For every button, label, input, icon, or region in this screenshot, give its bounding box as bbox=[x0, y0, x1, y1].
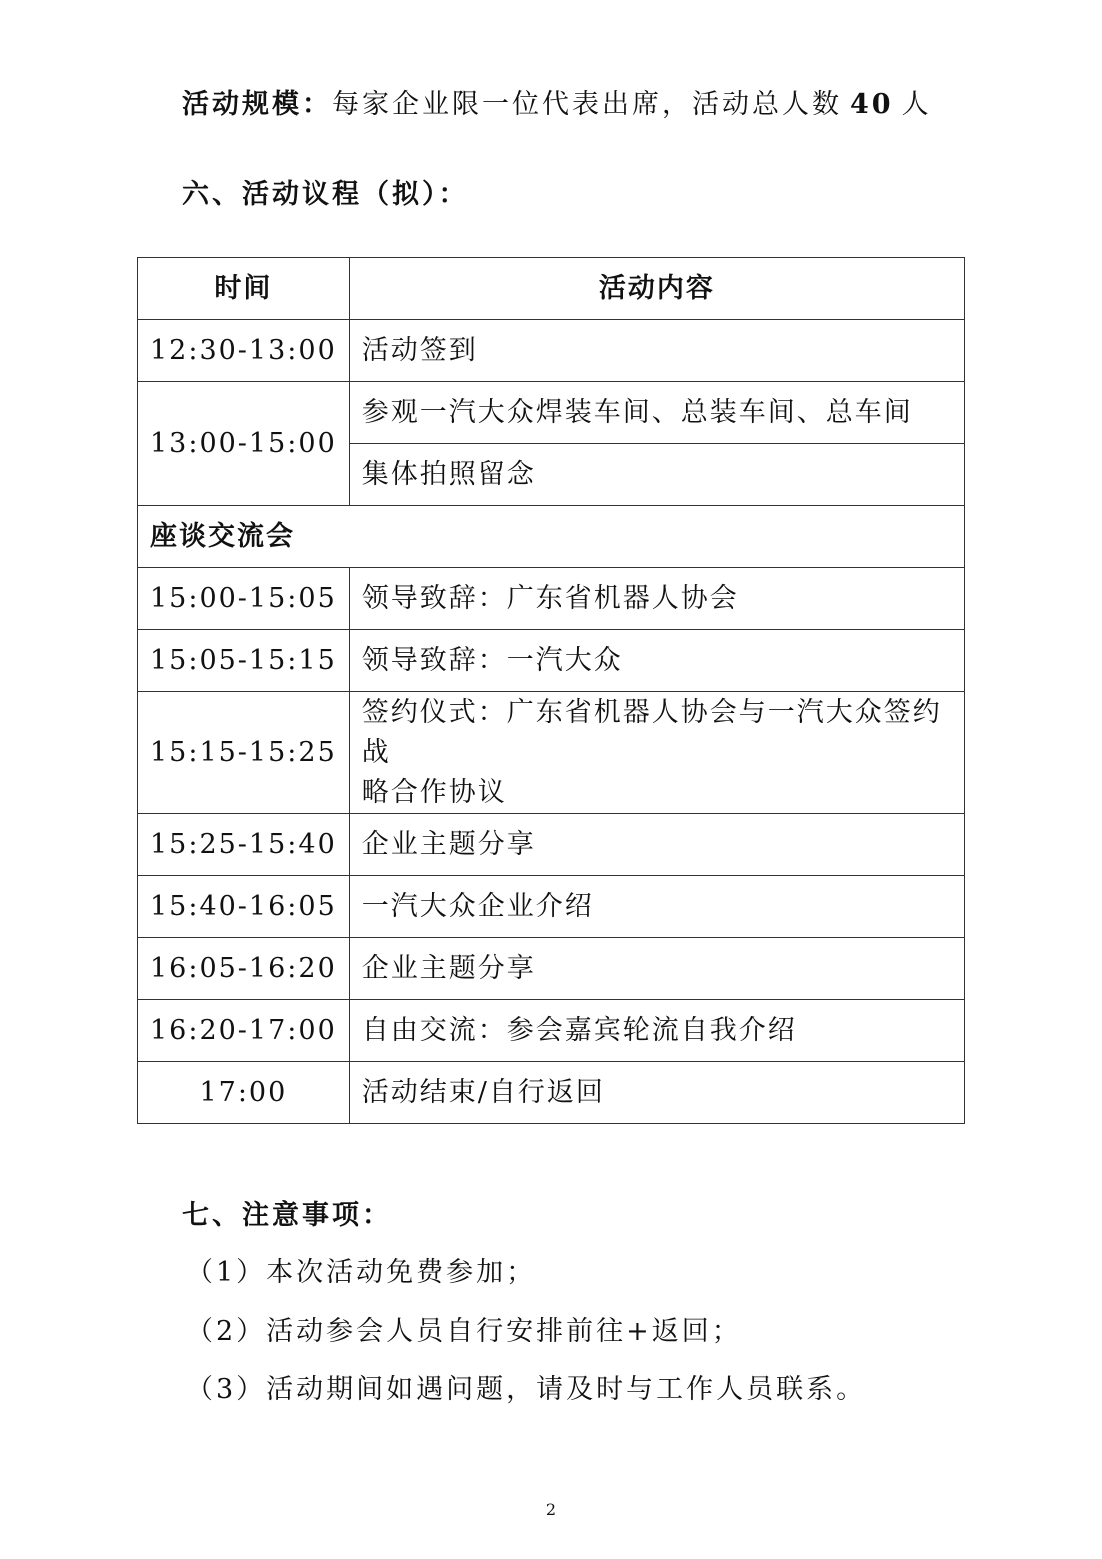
row-time: 17:00 bbox=[138, 1062, 350, 1124]
row-time: 15:05-15:15 bbox=[138, 630, 350, 692]
row-content: 企业主题分享 bbox=[349, 938, 964, 1000]
activity-scale-count: 40 bbox=[850, 89, 894, 120]
row-time: 16:20-17:00 bbox=[138, 1000, 350, 1062]
row-time: 15:40-16:05 bbox=[138, 876, 350, 938]
header-content: 活动内容 bbox=[349, 258, 964, 320]
row-content: 活动结束/自行返回 bbox=[349, 1062, 964, 1124]
table-row bbox=[138, 876, 965, 938]
row-content: 参观一汽大众焊装车间、总装车间、总车间 bbox=[349, 382, 964, 444]
activity-scale-unit: 人 bbox=[901, 89, 932, 120]
row-content-line: 略合作协议 bbox=[361, 776, 507, 808]
activity-scale-line bbox=[182, 82, 932, 121]
table-row bbox=[138, 692, 965, 814]
row-time: 15:00-15:05 bbox=[138, 568, 350, 630]
notes-heading: 七、注意事项： bbox=[182, 1200, 392, 1231]
row-time: 13:00-15:00 bbox=[138, 382, 350, 506]
row-content-line: 签约仪式：广东省机器人协会与一汽大众签约战 bbox=[361, 696, 942, 768]
note-item: （3）活动期间如遇问题，请及时与工作人员联系。 bbox=[186, 1374, 867, 1405]
row-content: 活动签到 bbox=[349, 320, 964, 382]
row-content: 自由交流：参会嘉宾轮流自我介绍 bbox=[349, 1000, 964, 1062]
section-title: 座谈交流会 bbox=[138, 506, 965, 568]
table-header-row bbox=[138, 258, 965, 320]
note-item: （1）本次活动免费参加； bbox=[186, 1257, 537, 1288]
table-row bbox=[138, 1062, 965, 1124]
row-content: 集体拍照留念 bbox=[349, 444, 964, 506]
table-row bbox=[138, 568, 965, 630]
table-row bbox=[138, 938, 965, 1000]
agenda-heading: 六、活动议程（拟）： bbox=[182, 179, 469, 210]
table-row bbox=[138, 630, 965, 692]
row-content bbox=[349, 692, 964, 814]
activity-scale-text: 每家企业限一位代表出席，活动总人数 bbox=[332, 89, 842, 120]
table-section-row bbox=[138, 506, 965, 568]
row-content: 企业主题分享 bbox=[349, 814, 964, 876]
note-item: （2）活动参会人员自行安排前往+返回； bbox=[186, 1316, 742, 1347]
row-content: 领导致辞：广东省机器人协会 bbox=[349, 568, 964, 630]
table-row bbox=[138, 814, 965, 876]
page-number: 2 bbox=[545, 1500, 557, 1519]
header-time: 时间 bbox=[138, 258, 350, 320]
row-time: 16:05-16:20 bbox=[138, 938, 350, 1000]
table-row bbox=[138, 382, 965, 444]
row-content: 一汽大众企业介绍 bbox=[349, 876, 964, 938]
row-content: 领导致辞：一汽大众 bbox=[349, 630, 964, 692]
agenda-table bbox=[137, 257, 965, 1124]
row-time: 12:30-13:00 bbox=[138, 320, 350, 382]
row-time: 15:15-15:25 bbox=[138, 692, 350, 814]
row-time: 15:25-15:40 bbox=[138, 814, 350, 876]
table-row bbox=[138, 1000, 965, 1062]
activity-scale-label: 活动规模： bbox=[182, 89, 332, 120]
table-row bbox=[138, 320, 965, 382]
